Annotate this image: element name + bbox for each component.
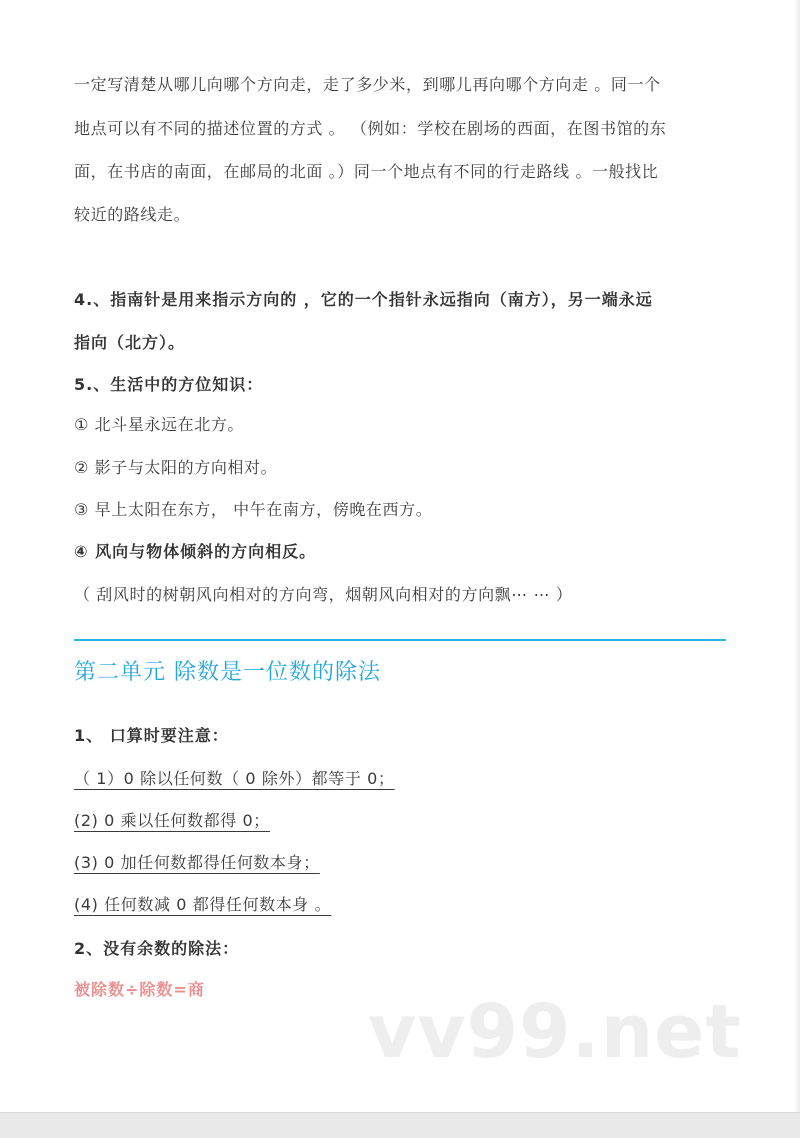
paragraph-line-4: 较近的路线走。 (74, 205, 191, 224)
division-formula: 被除数÷除数=商 (74, 980, 205, 999)
direction-knowledge-title: 5.、生活中的方位知识： (74, 375, 264, 394)
mental-math-title: 1、 口算时要注意： (74, 726, 229, 745)
compass-point-line-1: 4.、指南针是用来指示方向的 ，它的一个指针永远指向（南方），另一端永远 (74, 290, 653, 309)
direction-point-4: ④ 风向与物体倾斜的方向相反。 (74, 542, 317, 561)
viewer-bottom-bar (0, 1112, 800, 1138)
rule-1: （ 1）0 除以任何数（ 0 除外）都等于 0； (74, 769, 395, 788)
compass-point-line-2: 指向（北方）。 (74, 333, 186, 352)
direction-point-2: ② 影子与太阳的方向相对。 (74, 458, 278, 477)
rule-2: (2) 0 乘以任何数都得 0； (74, 811, 270, 830)
section-divider (74, 639, 726, 641)
rule-3: (3) 0 加任何数都得任何数本身； (74, 853, 320, 872)
direction-point-1: ① 北斗星永远在北方。 (74, 415, 245, 434)
paragraph-line-3: 面，在书店的南面，在邮局的北面 。）同一个地点有不同的行走路线 。一般找比 (74, 162, 659, 181)
paragraph-line-2: 地点可以有不同的描述位置的方式 。 （例如：学校在剧场的西面，在图书馆的东 (74, 119, 667, 138)
rule-4-text: (4) 任何数减 0 都得任何数本身 。 (74, 895, 332, 914)
direction-note: （ 刮风时的树朝风向相对的方向弯，烟朝风向相对的方向飘⋯ ⋯ ） (74, 585, 573, 604)
unit-heading: 第二单元 除数是一位数的除法 (74, 660, 381, 685)
site-watermark: vv99.net (368, 989, 742, 1075)
paragraph-line-1: 一定写清楚从哪儿向哪个方向走，走了多少米，到哪儿再向哪个方向走 。同一个 (74, 75, 661, 94)
rule-4 (74, 894, 331, 916)
no-remainder-title: 2、没有余数的除法： (74, 939, 240, 958)
direction-point-3: ③ 早上太阳在东方， 中午在南方，傍晚在西方。 (74, 500, 433, 519)
page-edge-shadow (794, 0, 800, 1112)
